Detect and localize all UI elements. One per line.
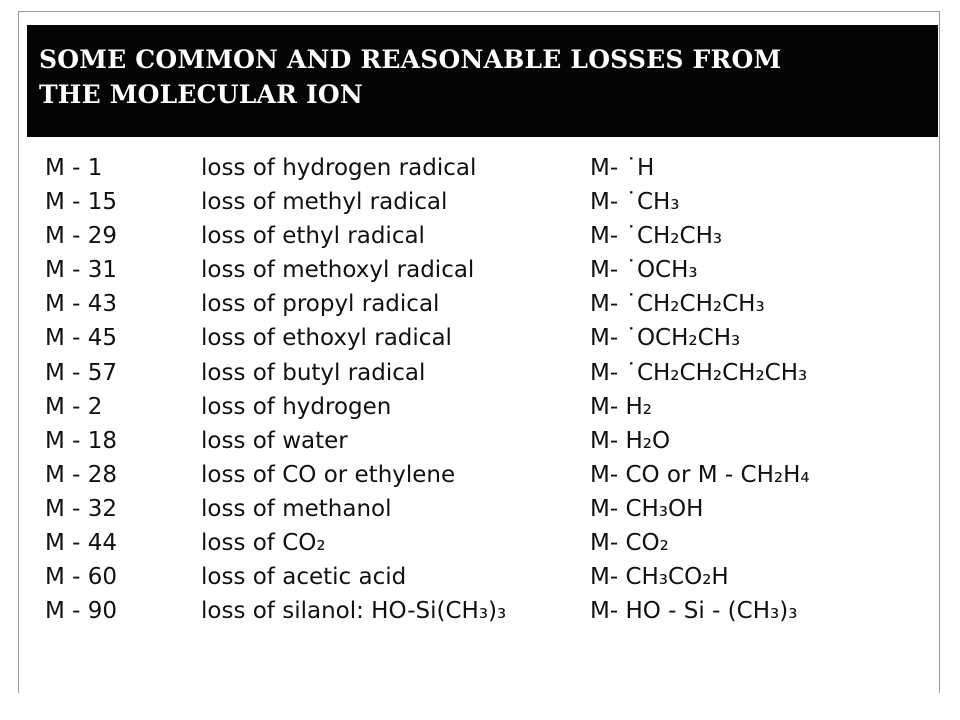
loss-description: loss of methanol [201,495,392,522]
mass-loss-value: M - 43 [45,291,118,318]
table-row [0,287,960,321]
loss-description: loss of CO or ethylene [201,461,456,488]
mass-loss-value: M - 15 [45,189,118,216]
table-title: SOME COMMON AND REASONABLE LOSSES FROM THE MOLECULAR ION [39,45,782,109]
loss-description: loss of ethyl radical [201,223,425,250]
lost-fragment-formula: M- ˙OCH₃ [590,257,698,284]
lost-fragment-formula: M- CO₂ [590,530,669,557]
table-title-banner [27,25,938,137]
loss-table [0,151,960,628]
loss-description: loss of silanol: HO-Si(CH₃)₃ [201,598,507,625]
table-row [0,526,960,560]
lost-fragment-formula: M- ˙CH₃ [590,189,680,216]
mass-loss-value: M - 60 [45,564,118,591]
table-row [0,321,960,355]
loss-description: loss of ethoxyl radical [201,325,452,352]
lost-fragment-formula: M- CH₃OH [590,495,704,522]
table-row [0,390,960,424]
mass-loss-value: M - 32 [45,495,118,522]
loss-description: loss of butyl radical [201,359,426,386]
mass-loss-value: M - 44 [45,530,118,557]
table-row [0,560,960,594]
mass-loss-value: M - 45 [45,325,118,352]
lost-fragment-formula: M- ˙CH₂CH₃ [590,223,723,250]
mass-loss-value: M - 18 [45,427,118,454]
mass-loss-value: M - 28 [45,461,118,488]
table-row [0,253,960,287]
loss-description: loss of water [201,427,348,454]
mass-loss-value: M - 2 [45,393,103,420]
table-row [0,356,960,390]
mass-loss-value: M - 31 [45,257,118,284]
lost-fragment-formula: M- HO - Si - (CH₃)₃ [590,598,798,625]
loss-description: loss of methoxyl radical [201,257,475,284]
table-row [0,458,960,492]
loss-description: loss of CO₂ [201,530,326,557]
loss-description: loss of hydrogen radical [201,155,477,181]
mass-loss-value: M - 29 [45,223,118,250]
table-row [0,151,960,185]
lost-fragment-formula: M- H₂ [590,393,652,420]
lost-fragment-formula: M- H₂O [590,427,671,454]
loss-description: loss of acetic acid [201,564,407,591]
lost-fragment-formula: M- ˙OCH₂CH₃ [590,325,741,352]
lost-fragment-formula: M- CO or M - CH₂H₄ [590,461,810,488]
loss-description: loss of methyl radical [201,189,448,216]
lost-fragment-formula: M- ˙H [590,155,655,181]
table-row [0,185,960,219]
mass-loss-value: M - 1 [45,155,103,181]
loss-description: loss of hydrogen [201,393,392,420]
table-row [0,594,960,628]
page-bottom-margin [18,693,940,720]
lost-fragment-formula: M- ˙CH₂CH₂CH₂CH₃ [590,359,808,386]
table-row [0,219,960,253]
loss-description: loss of propyl radical [201,291,440,318]
table-row [0,424,960,458]
mass-loss-value: M - 57 [45,359,118,386]
mass-loss-value: M - 90 [45,598,118,625]
lost-fragment-formula: M- ˙CH₂CH₂CH₃ [590,291,765,318]
table-row [0,492,960,526]
lost-fragment-formula: M- CH₃CO₂H [590,564,729,591]
page-border-top [18,11,940,12]
